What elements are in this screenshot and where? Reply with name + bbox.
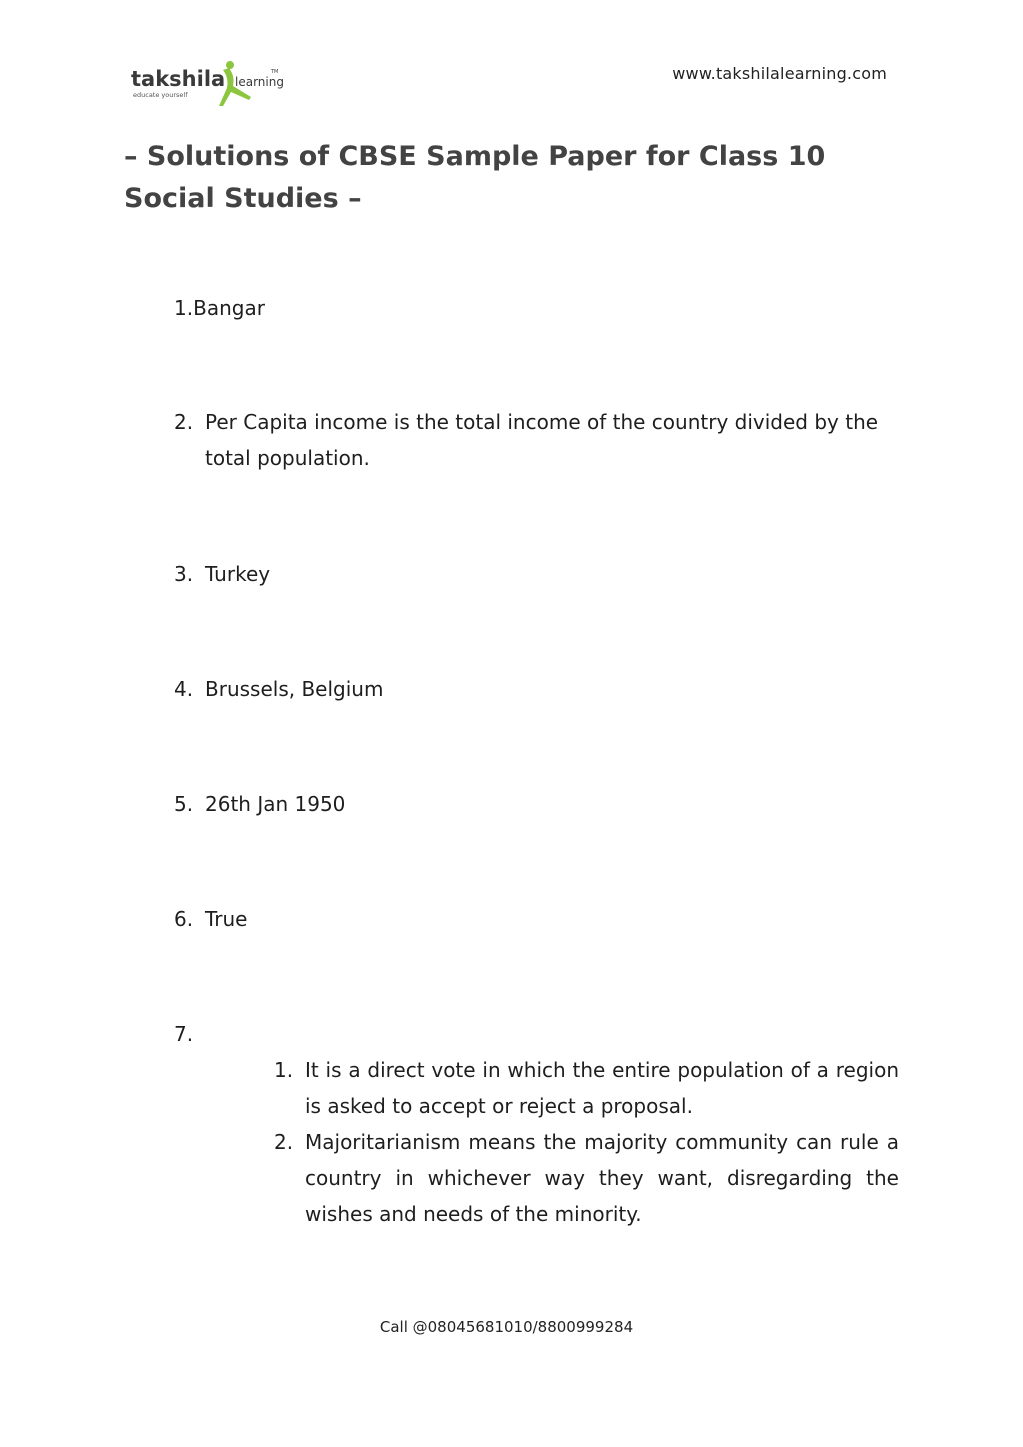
answer-number: 7. <box>174 1022 194 1046</box>
logo-learning-text: learning <box>235 75 284 89</box>
answer-1 <box>174 290 265 326</box>
takshila-logo <box>131 56 291 112</box>
answer-text: True <box>205 907 248 931</box>
answer-number: 2. <box>174 410 194 434</box>
answer-text: Brussels, Belgium <box>205 677 384 701</box>
logo-figure-head <box>226 61 234 69</box>
logo-wordmark: takshila <box>131 67 226 91</box>
sub-answer-text: It is a direct vote in which the entire population of a region is asked to accept or reject a proposal. <box>305 1058 899 1118</box>
sub-answer-number: 2. <box>274 1130 294 1154</box>
sub-answer-number: 1. <box>274 1058 294 1082</box>
logo-trademark: TM <box>271 69 279 75</box>
answer-text: Per Capita income is the total income of the country divided by the total population. <box>205 410 879 470</box>
answer-text: 26th Jan 1950 <box>205 792 346 816</box>
answer-number: 6. <box>174 907 194 931</box>
answer-text: Bangar <box>193 296 265 320</box>
logo-tagline: educate yourself <box>133 91 188 99</box>
answer-number: 5. <box>174 792 194 816</box>
footer-contact: Call @08045681010/8800999284 <box>379 1318 634 1336</box>
sub-answer-text: Majoritarianism means the majority community can rule a country in whichever way they want, disregarding the wishes and needs of the minority. <box>305 1130 899 1226</box>
answer-number: 1. <box>174 296 194 320</box>
page-title: – Solutions of CBSE Sample Paper for Class 10 Social Studies – <box>124 141 826 214</box>
website-url: www.takshilalearning.com <box>672 64 887 83</box>
answer-number: 4. <box>174 677 194 701</box>
answer-text: Turkey <box>205 562 271 586</box>
logo-graphic <box>131 56 291 112</box>
answer-number: 3. <box>174 562 194 586</box>
